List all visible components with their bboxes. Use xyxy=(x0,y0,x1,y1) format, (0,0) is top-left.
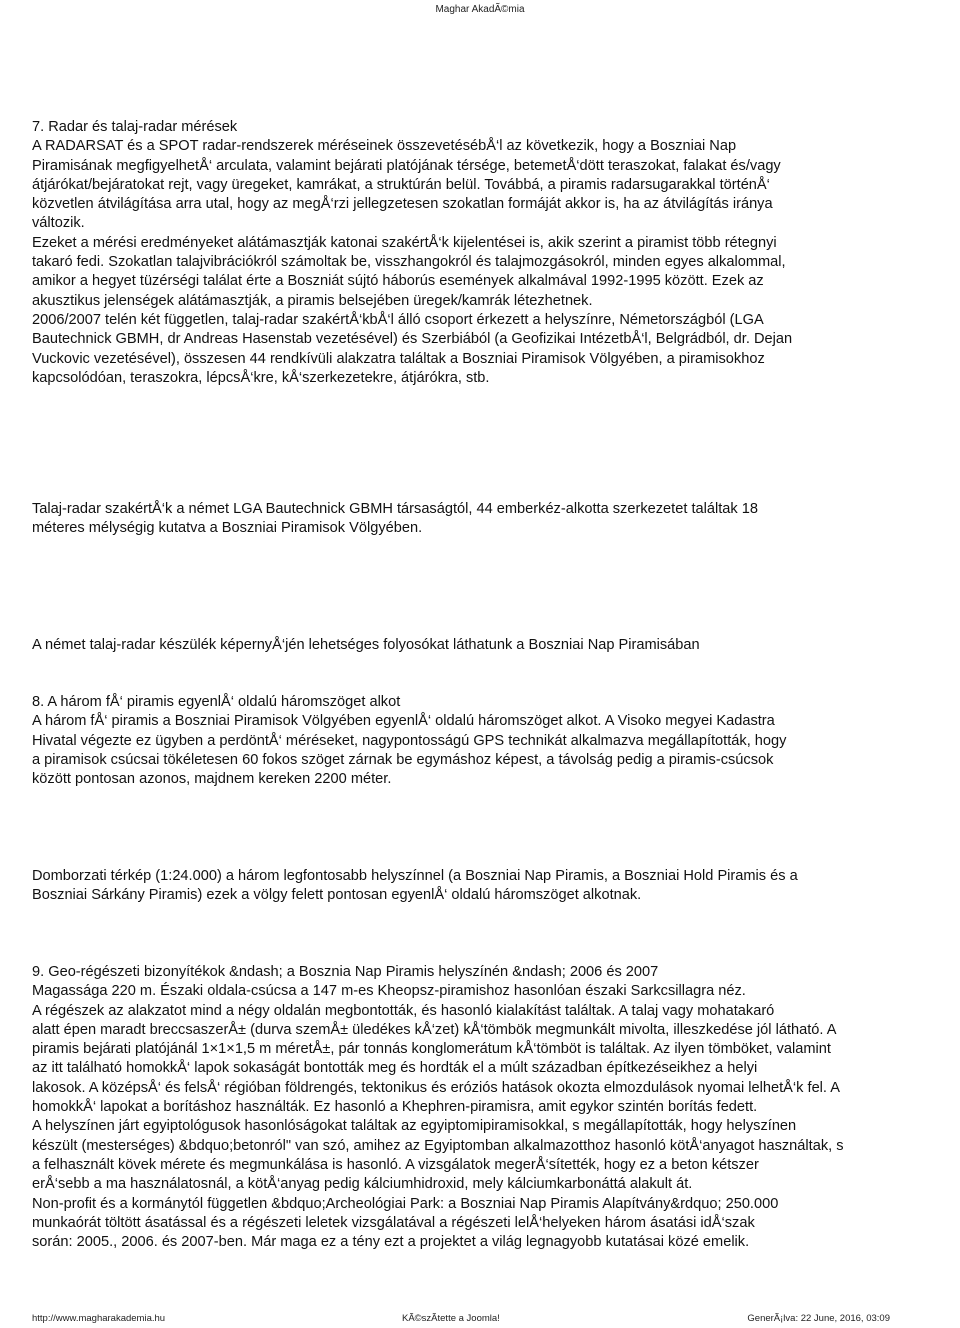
footer-url-link[interactable]: http://www.magharakademia.hu xyxy=(32,1313,166,1324)
section-9-line: homokkÅ‘ lapokat a borításhoz használták. Ez hasonló a Khephren-piramisra, amit egykor szintén borítás fedett. xyxy=(32,1099,758,1116)
section-7-heading: 7. Radar és talaj-radar mérések xyxy=(32,119,238,135)
section-7-line: Ezeket a mérési eredményeket alátámasztják katonai szakértÅ‘k kijelentései is, akik szerint a piramist több rétegnyi xyxy=(32,234,777,251)
caption-line: méteres mélységig kutatva a Boszniai Piramisok Völgyében. xyxy=(32,520,423,537)
section-7-line: Bautechnick GBMH, dr Andreas Hasenstab vezetésével) és Szerbiából (a Geofizikai IntézetbÅ‘l, Belgrádból, dr. Dejan xyxy=(32,331,793,348)
caption-line: A német talaj-radar készülék képernyÅ‘jén lehetséges folyosókat láthatunk a Boszniai Nap Piramisában xyxy=(32,637,700,653)
footer-generated-date: GenerÃ¡lva: 22 June, 2016, 03:09 xyxy=(747,1313,890,1324)
section-9-line: A régészek az alakzatot mind a négy oldalán megbontották, és hasonló kialakítást találtak. A talaj vagy mohatakaró xyxy=(32,1002,775,1019)
section-8-heading: 8. A három fÅ‘ piramis egyenlÅ‘ oldalú háromszöget alkot xyxy=(32,694,401,710)
section-7-radar xyxy=(32,118,950,388)
section-7-line: közvetlen átvilágítása arra utal, hogy az megÅ‘rzi jellegzetesen szokatlan formáját akkor is, ha az átvilágítás iránya xyxy=(32,196,773,213)
footer-credit: KÃ©szÃtette a Joomla! xyxy=(402,1313,500,1324)
page-footer xyxy=(0,1313,960,1328)
caption-line: Talaj-radar szakértÅ‘k a német LGA Bautechnick GBMH társaságtól, 44 emberkéz-alkotta szerkezetet találtak 18 xyxy=(32,501,758,517)
page-header: Maghar AkadÃ©mia xyxy=(435,4,525,15)
caption-line: Domborzati térkép (1:24.000) a három legfontosabb helyszínnel (a Boszniai Nap Piramis, a Boszniai Hold Piramis és a xyxy=(32,868,798,884)
caption-topographic-map xyxy=(32,867,950,906)
section-9-geo-archaeology xyxy=(32,963,950,1252)
section-8-line: között pontosan azonos, majdnem kereken 2200 méter. xyxy=(32,771,392,788)
caption-ground-radar-experts xyxy=(32,500,950,539)
section-7-line: takaró fedi. Szokatlan talajvibrációkról számoltak be, visszhangokról és talajmozgásokról, minden egyes alkalommal, xyxy=(32,254,786,271)
caption-radar-screen xyxy=(32,636,950,655)
section-9-line: munkaórát töltött ásatással és a régészeti leletek vizsgálatával a régészeti lelÅ‘helyeken három ásatási idÅ‘szak xyxy=(32,1214,755,1231)
section-7-line: akusztikus jelenségek alátámasztják, a piramis belsejében üregek/kamrák létezhetnek. xyxy=(32,292,593,309)
section-9-line: piramis bejárati platójánál 1×1×1,5 m méretÅ±, pár tonnás konglomerátum kÅ‘tömböt is találtak. Az ilyen tömböket, valamint xyxy=(32,1041,831,1058)
section-9-line: során: 2005., 2006. és 2007-ben. Már maga ez a tény ezt a projektet a világ legnagyobb kutatásai közé emelik. xyxy=(32,1234,750,1251)
section-9-line: a felhasznált kövek mérete és megmunkálása is hasonló. A vizsgálatok megerÅ‘sítették, hogy ez a beton kétszer xyxy=(32,1156,759,1173)
section-8-triangle xyxy=(32,693,950,789)
section-9-line: Magassága 220 m. Északi oldala-csúcsa a 147 m-es Kheopsz-piramishoz hasonlóan északi Sarkcsillagra néz. xyxy=(32,983,746,1000)
section-9-line: alatt épen maradt breccsaszerÅ± (durva szemÅ± üledékes kÅ‘zet) kÅ‘tömbök megmunkált mivolta, illeszkedése jól látható. A xyxy=(32,1021,837,1038)
section-9-heading: 9. Geo-régészeti bizonyítékok &ndash; a Bosznia Nap Piramis helyszínén &ndash; 2006 és 2007 xyxy=(32,964,659,980)
section-8-line: Hivatal végezte ez ügyben a perdöntÅ‘ méréseket, nagypontosságú GPS technikát alkalmazva megállapították, hogy xyxy=(32,732,787,749)
section-7-line: A RADARSAT és a SPOT radar-rendszerek méréseinek összevetésébÅ‘l az következik, hogy a Boszniai Nap xyxy=(32,138,737,155)
section-8-line: a piramisok csúcsai tökéletesen 60 fokos szöget zárnak be egymáshoz képest, a távolság pedig a piramis-csúcsok xyxy=(32,751,774,768)
section-7-line: átjárókat/bejáratokat rejt, vagy üregeket, kamrákat, a struktúrán belül. Továbbá, a piramis radarsugarakkal történÅ‘ xyxy=(32,176,770,193)
section-9-line: erÅ‘sebb a ma használatosnál, a kötÅ‘anyag pedig kálciumhidroxid, mely kálciumkarbonáttá alakult át. xyxy=(32,1176,693,1193)
section-7-line: Piramisának megfigyelhetÅ‘ arculata, valamint bejárati platójának térsége, betemetÅ‘dött teraszokat, falakat és/vagy xyxy=(32,157,781,174)
section-7-line: kapcsolódóan, teraszokra, lépcsÅ‘kre, kÅ‘szerkezetekre, átjárókra, stb. xyxy=(32,369,490,386)
section-9-line: Non-profit és a kormánytól független &bdquo;Archeológiai Park: a Boszniai Nap Piramis Alapítvány&rdquo; 250.000 xyxy=(32,1195,779,1212)
section-7-line: Vuckovic vezetésével), összesen 44 rendkívüli alakzatra találtak a Boszniai Piramisok Völgyében, a piramisokhoz xyxy=(32,350,765,367)
section-8-line: A három fÅ‘ piramis a Boszniai Piramisok Völgyében egyenlÅ‘ oldalú háromszöget alkot. A Visoko megyei Kadastra xyxy=(32,713,775,730)
section-9-line: az itt található homokkÅ‘ lapok sokaságát bontották meg és hordták el a múlt században építkezéseikhez a helyi xyxy=(32,1060,758,1077)
section-7-line: 2006/2007 telén két független, talaj-radar szakértÅ‘kbÅ‘l álló csoport érkezett a helyszínre, Németországból (LGA xyxy=(32,311,764,328)
caption-line: Boszniai Sárkány Piramis) ezek a völgy felett pontosan egyenlÅ‘ oldalú háromszöget alkotnak. xyxy=(32,887,642,904)
section-7-line: változik. xyxy=(32,215,85,232)
section-7-line: amikor a hegyet tüzérségi találat érte a Boszniát sújtó háborús események alkalmával 1992-1995 között. Ezek az xyxy=(32,273,764,290)
section-9-line: A helyszínen járt egyiptológusok hasonlóságokat találtak az egyiptomipiramisokkal, s megállapították, hogy helyszínen xyxy=(32,1118,797,1135)
section-9-line: készült (mesterséges) &bdquo;betonról" van szó, amihez az Egyiptomban alkalmazotthoz hasonló kötÅ‘anyagot használtak, s xyxy=(32,1137,844,1154)
section-9-line: lakosok. A középsÅ‘ és felsÅ‘ régióban földrengés, tektonikus és eróziós hatások okozta elmozdulások nyomai lelhetÅ‘k fel. A xyxy=(32,1079,840,1096)
